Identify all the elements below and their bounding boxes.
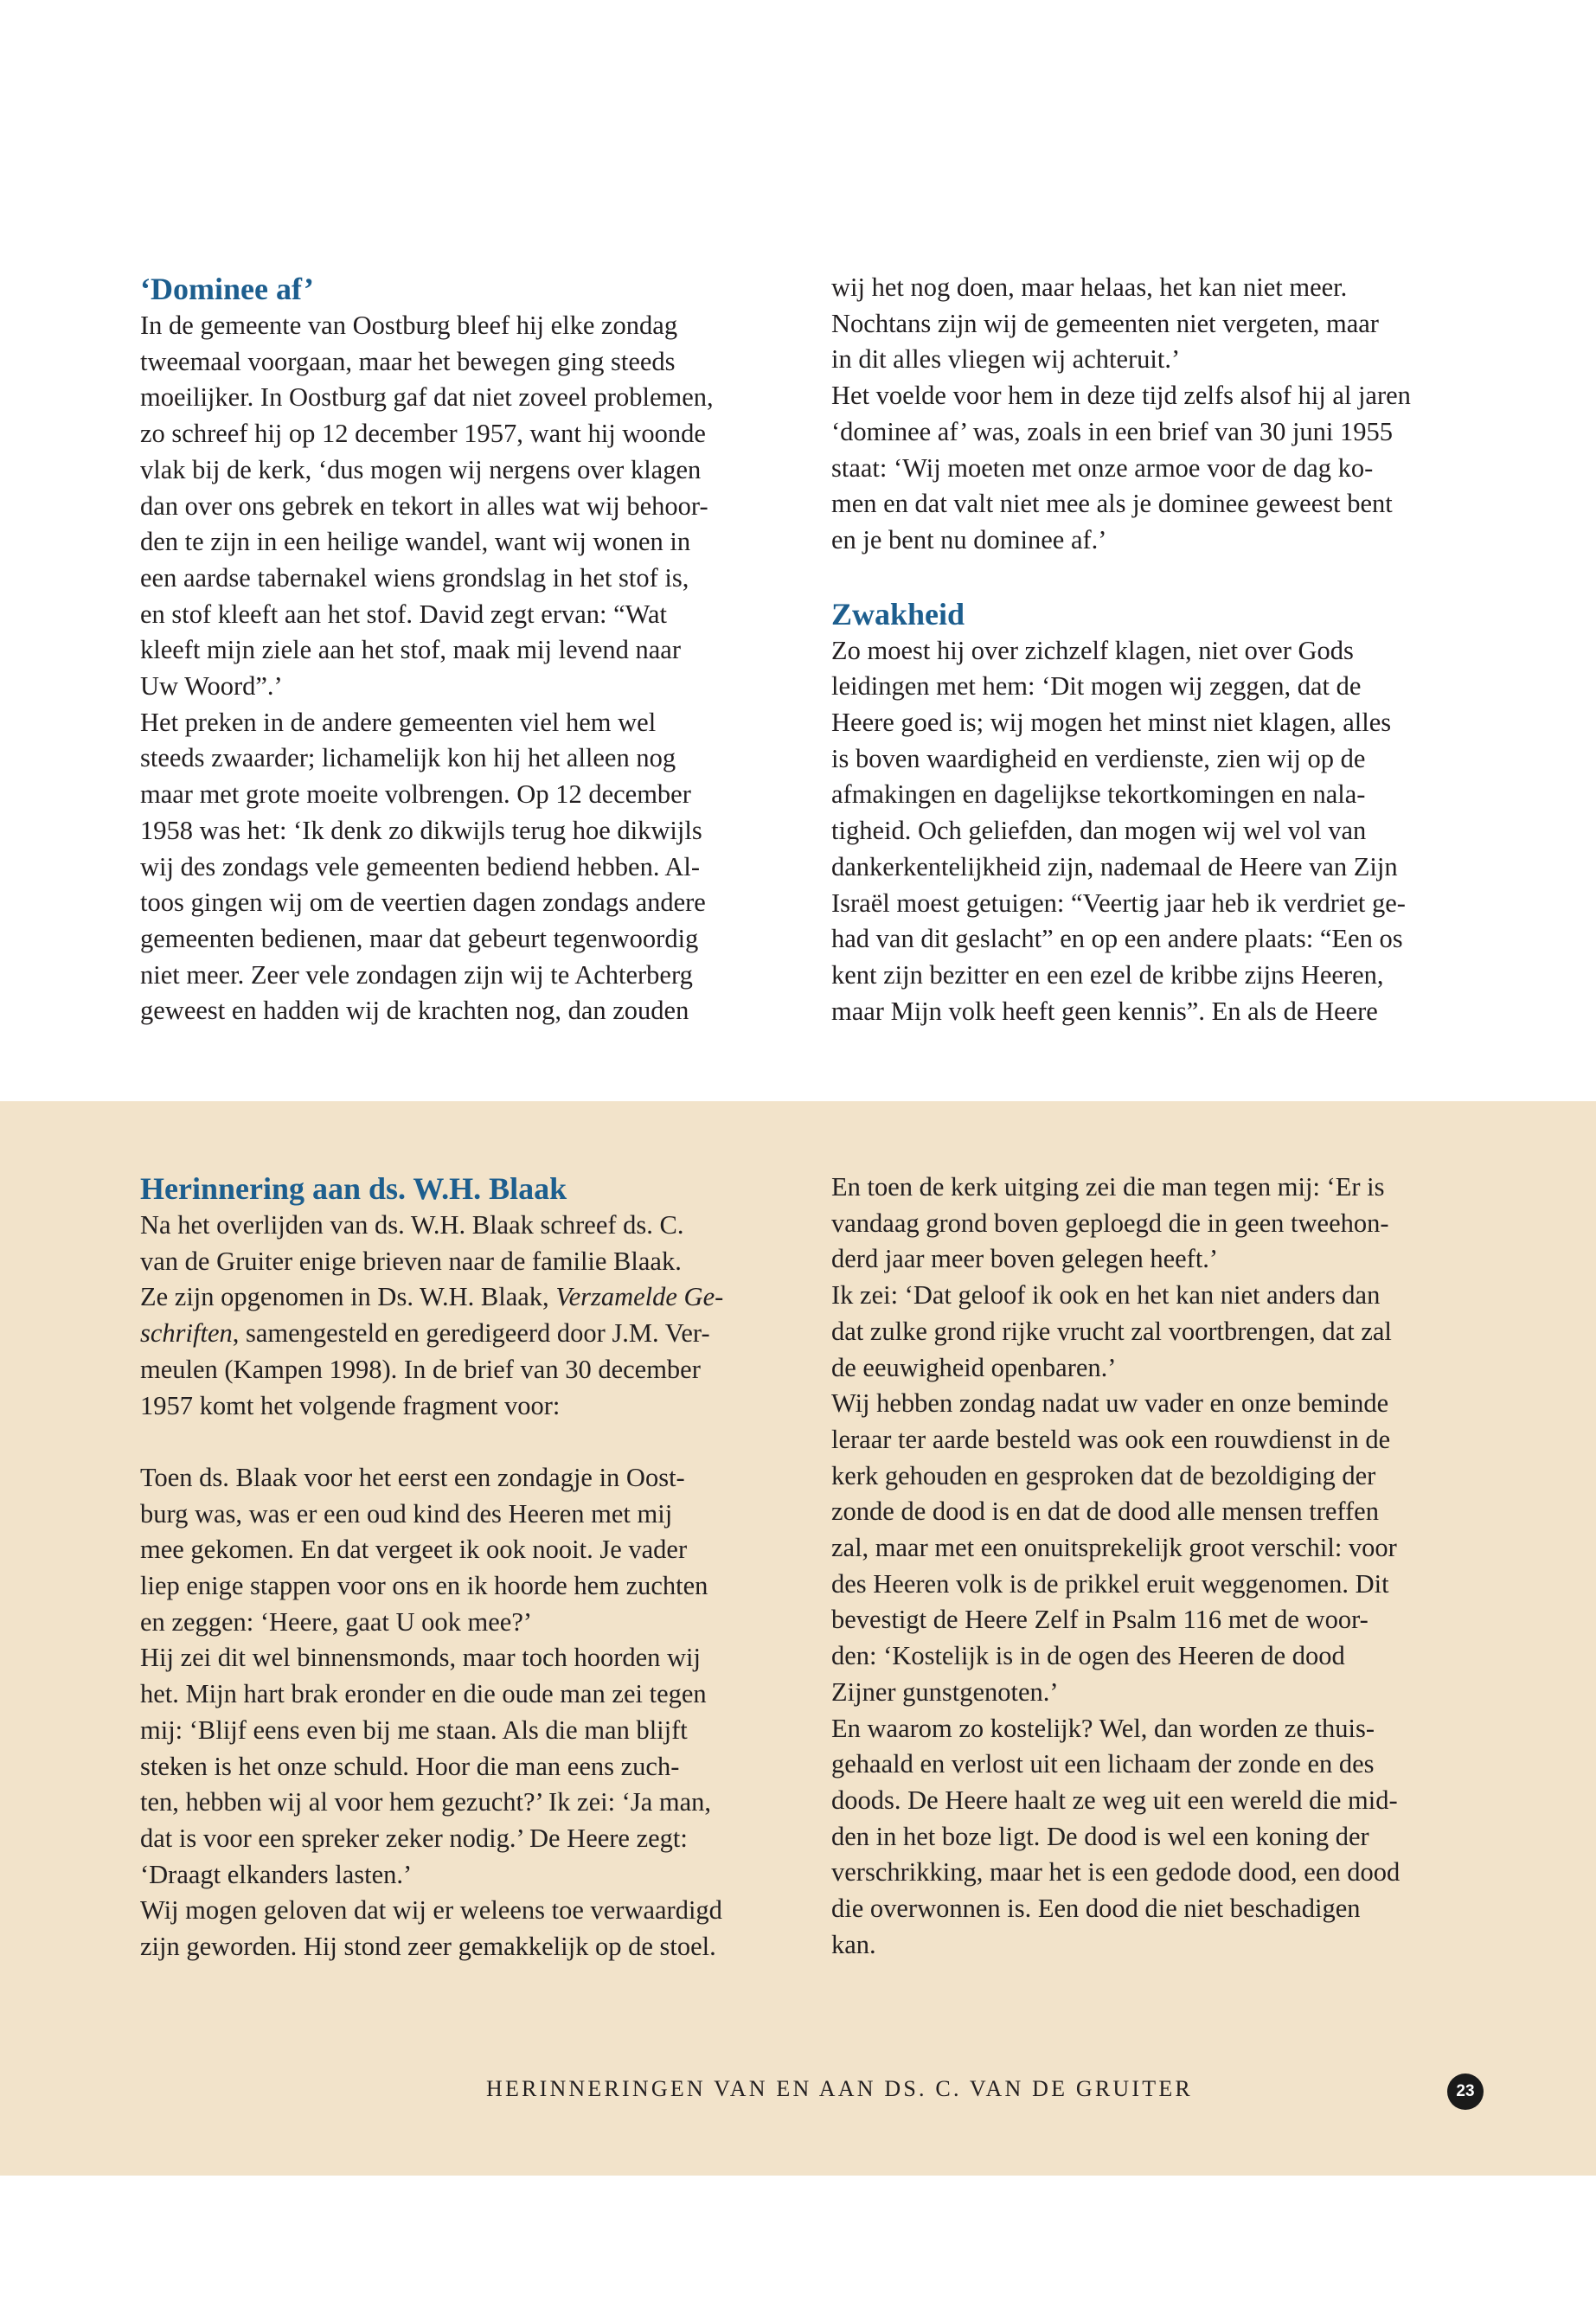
text-line: toos gingen wij om de veertien dagen zondags andere [140,888,706,918]
text-line: maar Mijn volk heeft geen kennis”. En als de Heere [831,996,1378,1026]
text-line: Zo moest hij over zichzelf klagen, niet over Gods [831,635,1354,665]
letter-fragment [140,1460,798,1965]
text-line: Nochtans zijn wij de gemeenten niet vergeten, maar [831,308,1379,338]
spacer [140,1424,798,1460]
text-line: dat zulke grond rijke vrucht zal voortbrengen, dat zal [831,1316,1392,1346]
text-run: , samengesteld en geredigeerd door J.M. Ver- [232,1318,710,1349]
text-line: moeilijker. In Oostburg gaf dat niet zoveel problemen, [140,382,714,413]
book-title: Verzamelde Ge- [555,1282,724,1312]
text-line: kent zijn bezitter en een ezel de kribbe zijns Heeren, [831,959,1384,990]
text-line: mee gekomen. En dat vergeet ik ook nooit. Je vader [140,1535,688,1565]
text-line: Ik zei: ‘Dat geloof ik ook en het kan niet anders dan [831,1280,1381,1311]
text-line: burg was, was er een oud kind des Heeren met mij [140,1498,673,1529]
text-line: men en dat valt niet mee als je dominee geweest bent [831,489,1393,519]
text-line: derd jaar meer boven gelegen heeft.’ [831,1244,1219,1274]
text-block [831,270,1489,559]
text-line: Het preken in de andere gemeenten viel hem wel [140,707,657,737]
section-heading-herinnering: Herinnering aan ds. W.H. Blaak [140,1171,567,1206]
text-line: afmakingen en dagelijkse tekortkomingen en nala- [831,779,1366,810]
column-box-left [140,1170,798,1965]
text-line: ‘dominee af’ was, zoals in een brief van 30 juni 1955 [831,416,1394,446]
section-heading-zwakheid: Zwakheid [831,596,965,631]
intro-paragraph [140,1208,798,1424]
text-line: Toen ds. Blaak voor het eerst een zondagje in Oost- [140,1462,685,1492]
text-line: Israël moest getuigen: “Veertig jaar heb ik verdriet ge- [831,888,1406,918]
text-line: wij het nog doen, maar helaas, het kan niet meer. [831,272,1348,302]
text-line: staat: ‘Wij moeten met onze armoe voor de dag ko- [831,452,1374,483]
text-line: vandaag grond boven geploegd die in geen tweehon- [831,1208,1389,1238]
text-line: Zijner gunstgenoten.’ [831,1676,1059,1707]
text-line: den in het boze ligt. De dood is wel een koning der [831,1821,1369,1851]
text-line: des Heeren volk is de prikkel eruit weggenomen. Dit [831,1568,1389,1599]
text-line: kan. [831,1929,876,1959]
text-line: geweest en hadden wij de krachten nog, dan zouden [140,996,689,1026]
text-line: het. Mijn hart brak eronder en die oude man zei tegen [140,1679,707,1709]
text-line: en je bent nu dominee af.’ [831,524,1107,554]
text-block [140,308,798,1029]
text-line: mij: ‘Blijf eens even bij me staan. Als die man blijft [140,1715,688,1745]
text-line: Na het overlijden van ds. W.H. Blaak schreef ds. C. [140,1210,684,1240]
section-heading-dominee-af: ‘Dominee af’ [140,272,314,306]
text-line: een aardse tabernakel wiens grondslag in het stof is, [140,562,689,593]
text-line: leraar ter aarde besteld was ook een rouwdienst in de [831,1424,1391,1454]
text-line: Heere goed is; wij mogen het minst niet klagen, alles [831,708,1392,738]
column-box-right [831,1170,1489,1963]
text-line: tweemaal voorgaan, maar het bewegen ging steeds [140,346,676,376]
text-line: van de Gruiter enige brieven naar de familie Blaak. [140,1246,682,1276]
book-title: schriften [140,1318,233,1349]
text-line: zonde de dood is en dat de dood alle mensen treffen [831,1497,1379,1527]
text-line: tigheid. Och geliefden, dan mogen wij wel vol van [831,816,1367,846]
text-line: Hij zei dit wel binnensmonds, maar toch hoorden wij [140,1643,701,1673]
text-line: steeds zwaarder; lichamelijk kon hij het alleen nog [140,743,676,773]
text-line: de eeuwigheid openbaren.’ [831,1352,1117,1382]
text-line: dan over ons gebrek en tekort in alles wat wij behoor- [140,490,708,521]
text-line: zal, maar met een onuitsprekelijk groot verschil: voor [831,1533,1397,1563]
text-line: Het voelde voor hem in deze tijd zelfs alsof hij al jaren [831,381,1411,411]
text-line: 1957 komt het volgende fragment voor: [140,1390,561,1420]
text-line: In de gemeente van Oostburg bleef hij elke zondag [140,311,678,340]
spacer [831,559,1489,595]
text-line: is boven waardigheid en verdienste, zien wij op de [831,743,1366,773]
text-line: En waarom zo kostelijk? Wel, dan worden ze thuis- [831,1713,1375,1743]
text-line: steken is het onze schuld. Hoor die man eens zuch- [140,1751,680,1781]
text-line: vlak bij de kerk, ‘dus mogen wij nergens over klagen [140,454,702,484]
text-line: ten, hebben wij al voor hem gezucht?’ Ik zei: ‘Ja man, [140,1787,712,1817]
text-line: verschrikking, maar het is een gedode dood, een dood [831,1857,1401,1888]
text-line: dankerkentelijkheid zijn, nademaal de Heere van Zijn [831,851,1398,881]
text-line: wij des zondags vele gemeenten bediend hebben. Al- [140,851,701,881]
text-line: doods. De Heere haalt ze weg uit een wereld die mid- [831,1785,1398,1815]
text-line: leidingen met hem: ‘Dit mogen wij zeggen, dat de [831,671,1362,702]
text-line [140,1316,798,1352]
text-run: Ze zijn opgenomen in Ds. W.H. Blaak, [140,1282,556,1312]
text-line: kerk gehouden en gesproken dat de bezoldiging der [831,1460,1376,1490]
text-line [140,1279,798,1316]
text-line: kleeft mijn ziele aan het stof, maak mij levend naar [140,635,681,665]
text-line: den te zijn in een heilige wandel, want wij wonen in [140,527,691,557]
text-line: En toen de kerk uitging zei die man tegen mij: ‘Er is [831,1172,1385,1202]
text-line: zo schreef hij op 12 december 1957, want hij woonde [140,419,706,449]
text-line: gehaald en verlost uit een lichaam der zonde en des [831,1749,1375,1779]
text-line: had van dit geslacht” en op een andere plaats: “Een os [831,924,1403,954]
text-block [831,633,1489,1030]
text-line: niet meer. Zeer vele zondagen zijn wij te Achterberg [140,959,693,990]
text-line: bevestigt de Heere Zelf in Psalm 116 met de woor- [831,1605,1368,1635]
column-top-right [831,270,1489,1029]
text-line: zijn geworden. Hij stond zeer gemakkelijk op de stoel. [140,1932,716,1962]
page-number-badge: 23 [1447,2073,1484,2110]
text-line: Wij hebben zondag nadat uw vader en onze beminde [831,1388,1389,1419]
text-line: gemeenten bedienen, maar dat gebeurt tegenwoordig [140,923,699,953]
text-line: dat is voor een spreker zeker nodig.’ De Heere zegt: [140,1823,688,1853]
column-top-left [140,270,798,1029]
text-line: die overwonnen is. Een dood die niet beschadigen [831,1894,1361,1924]
text-line: en zeggen: ‘Heere, gaat U ook mee?’ [140,1606,533,1637]
text-line: meulen (Kampen 1998). In de brief van 30 december [140,1354,701,1384]
text-line: den: ‘Kostelijk is in de ogen des Heeren de dood [831,1641,1345,1671]
text-line: maar met grote moeite volbrengen. Op 12 december [140,779,691,810]
text-line: ‘Draagt elkanders lasten.’ [140,1859,413,1889]
text-line: Wij mogen geloven dat wij er weleens toe verwaardigd [140,1895,722,1926]
running-title: HERINNERINGEN VAN EN AAN DS. C. VAN DE GRUITER [486,2076,1193,2101]
text-line: 1958 was het: ‘Ik denk zo dikwijls terug hoe dikwijls [140,815,702,845]
letter-fragment [831,1170,1489,1963]
text-line: en stof kleeft aan het stof. David zegt ervan: “Wat [140,599,667,629]
text-line: Uw Woord”.’ [140,671,283,702]
text-line: liep enige stappen voor ons en ik hoorde hem zuchten [140,1571,708,1601]
text-line: in dit alles vliegen wij achteruit.’ [831,344,1181,375]
